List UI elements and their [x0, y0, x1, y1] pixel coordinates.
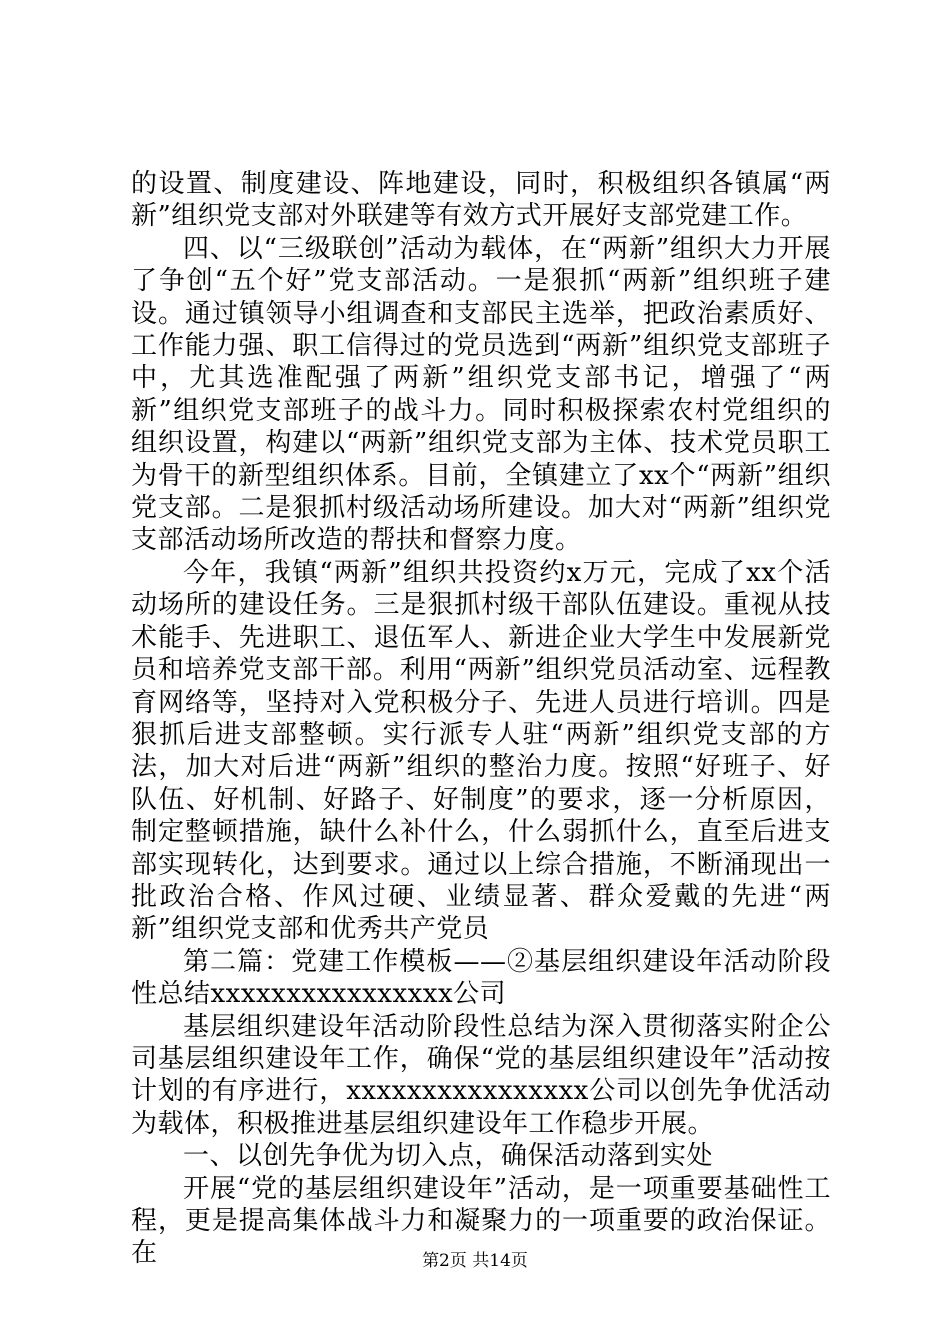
document-body [131, 168, 831, 1270]
paragraph-3: 今年，我镇“两新”组织共投资约x万元，完成了xx个活动场所的建设任务。三是狠抓村级干部队伍建设。重视从技术能手、先进职工、退伍军人、新进企业大学生中发展新党员和培养党支部干部。利用“两新”组织党员活动室、远程教育网络等，坚持对入党积极分子、先进人员进行培训。四是狠抓后进支部整顿。实行派专人驻“两新”组织党支部的方法，加大对后进“两新”组织的整治力度。按照“好班子、好队伍、好机制、好路子、好制度”的要求，逐一分析原因，制定整顿措施，缺什么补什么，什么弱抓什么，直至后进支部实现转化，达到要求。通过以上综合措施，不断涌现出一批政治合格、作风过硬、业绩显著、群众爱戴的先进“两新”组织党支部和优秀共产党员 [131, 557, 831, 945]
subheading-one: 一、以创先争优为切入点，确保活动落到实处 [183, 1141, 714, 1172]
paragraph-2: 四、以“三级联创”活动为载体，在“两新”组织大力开展了争创“五个好”党支部活动。一是狠抓“两新”组织班子建设。通过镇领导小组调查和支部民主选举，把政治素质好、工作能力强、职工信得过的党员选到“两新”组织党支部班子中，尤其选准配强了两新”组织党支部书记，增强了“两新”组织党支部班子的战斗力。同时积极探索农村党组织的组织设置，构建以“两新”组织党支部为主体、技术党员职工为骨干的新型组织体系。目前，全镇建立了xx个“两新”组织党支部。二是狠抓村级活动场所建设。加大对“两新”组织党支部活动场所改造的帮扶和督察力度。 [131, 233, 831, 556]
page-footer: 第2页 共14页 [422, 1251, 528, 1271]
paragraph-4: 基层组织建设年活动阶段性总结为深入贯彻落实附企公司基层组织建设年工作，确保“党的基层组织建设年”活动按计划的有序进行，xxxxxxxxxxxxxxxx公司以创先争优活动为载体，积极推进基层组织建设年工作稳步开展。 [131, 1011, 831, 1139]
paragraph-1: 的设置、制度建设、阵地建设，同时，积极组织各镇属“两新”组织党支部对外联建等有效方式开展好支部党建工作。 [131, 169, 831, 232]
section-heading-part-two: 第二篇：党建工作模板——②基层组织建设年活动阶段性总结xxxxxxxxxxxxxxxx公司 [131, 946, 831, 1010]
paragraph-5: 开展“党的基层组织建设年”活动，是一项重要基础性工程，更是提高集体战斗力和凝聚力的一项重要的政治保证。在 [131, 1173, 831, 1269]
